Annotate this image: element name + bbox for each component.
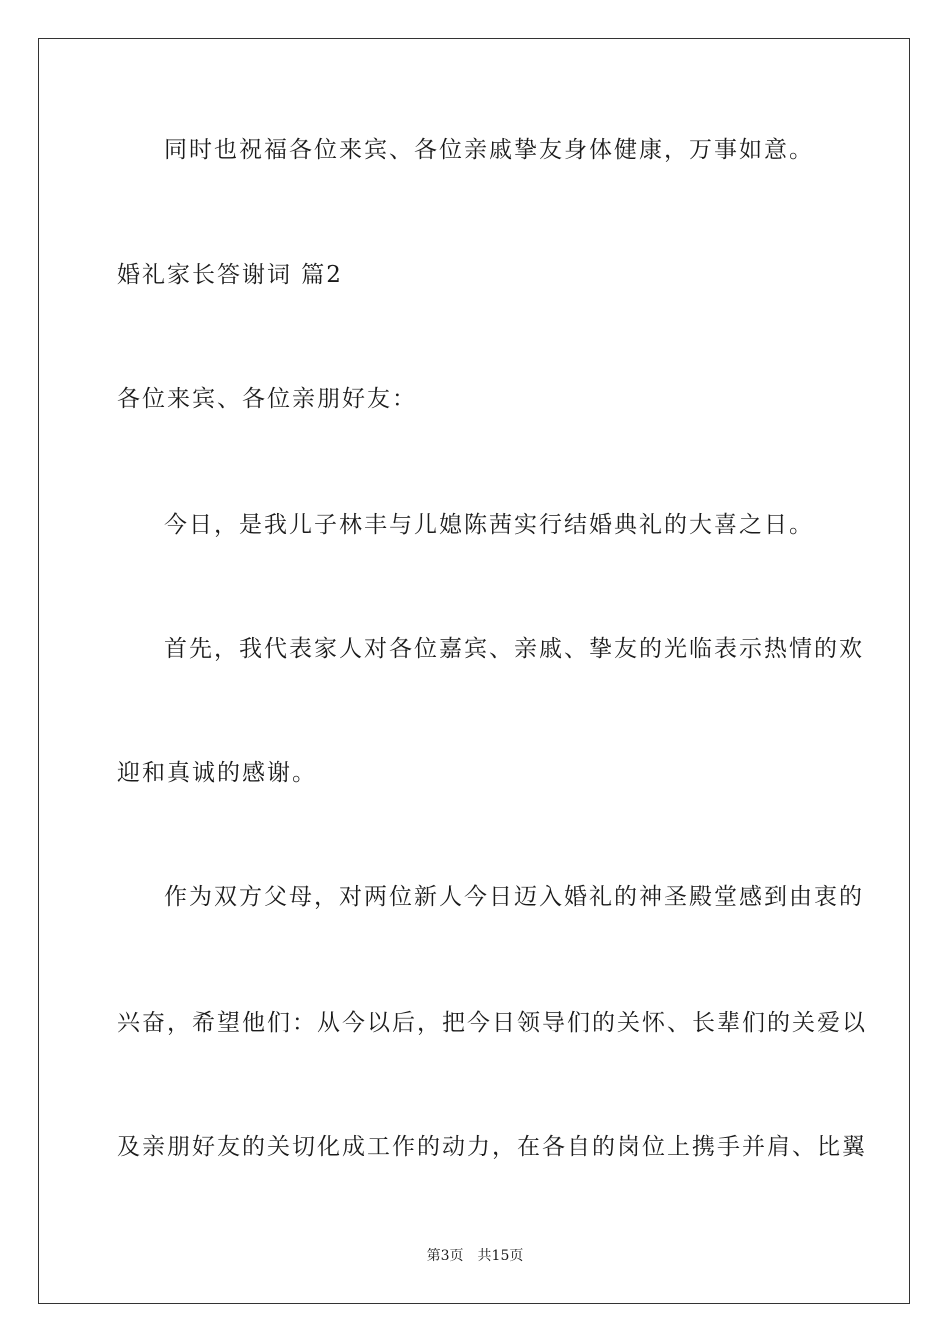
page-footer <box>0 1246 950 1266</box>
page-number: 第3页 <box>426 1248 464 1264</box>
paragraph-line-1: 同时也祝福各位来宾、各位亲戚挚友身体健康，万事如意。 <box>164 137 814 163</box>
salutation: 各位来宾、各位亲朋好友： <box>117 386 417 412</box>
paragraph-line-5: 作为双方父母，对两位新人今日迈入婚礼的神圣殿堂感到由衷的 <box>164 884 864 910</box>
page-total: 共15页 <box>477 1248 524 1264</box>
paragraph-line-6: 兴奋，希望他们：从今以后，把今日领导们的关怀、长辈们的关爱以 <box>117 1010 867 1036</box>
paragraph-line-3: 首先，我代表家人对各位嘉宾、亲戚、挚友的光临表示热情的欢 <box>164 636 864 662</box>
page-border <box>38 38 910 1304</box>
paragraph-line-4: 迎和真诚的感谢。 <box>117 760 317 786</box>
paragraph-line-2: 今日，是我儿子林丰与儿媳陈茜实行结婚典礼的大喜之日。 <box>164 512 814 538</box>
section-heading: 婚礼家长答谢词 篇2 <box>117 262 343 288</box>
paragraph-line-7: 及亲朋好友的关切化成工作的动力，在各自的岗位上携手并肩、比翼 <box>117 1134 867 1160</box>
